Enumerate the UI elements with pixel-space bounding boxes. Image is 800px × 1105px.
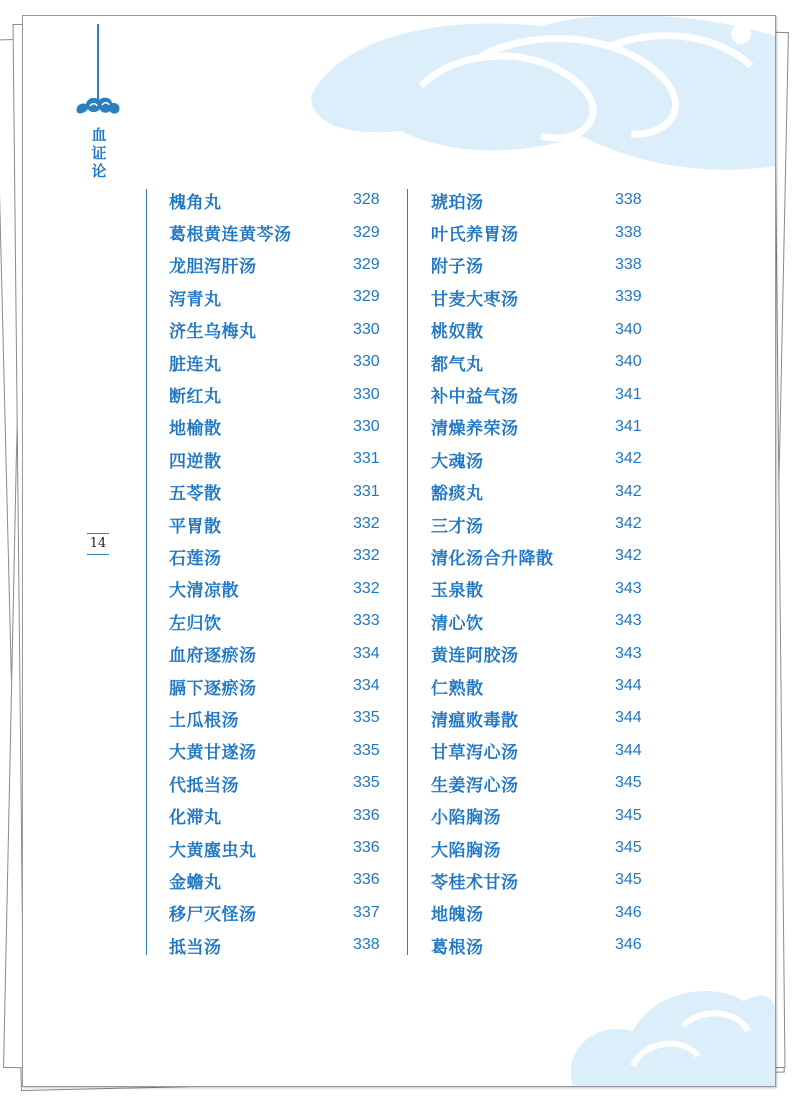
toc-entry bbox=[431, 767, 642, 799]
toc-entry bbox=[169, 314, 380, 346]
toc-entry-title: 甘草泻心汤 bbox=[431, 743, 519, 764]
toc-entry bbox=[169, 443, 380, 475]
toc-entry bbox=[431, 314, 642, 346]
toc-entry-title: 四逆散 bbox=[169, 451, 222, 472]
toc-entry-title: 地魄汤 bbox=[431, 905, 484, 926]
toc-entry-page: 340 bbox=[615, 353, 642, 371]
toc-entry-title: 断红丸 bbox=[169, 387, 222, 408]
toc-entry-page: 345 bbox=[615, 839, 642, 856]
toc-entry-page: 343 bbox=[615, 579, 642, 597]
toc-entry-page: 334 bbox=[353, 677, 380, 695]
toc-entry bbox=[169, 184, 380, 216]
toc-column-right bbox=[431, 184, 642, 961]
toc-entry-title: 金蟾丸 bbox=[169, 872, 222, 893]
toc-entry-page: 328 bbox=[353, 191, 380, 209]
toc-entry-page: 344 bbox=[615, 709, 642, 727]
cloud-decoration-top bbox=[281, 16, 775, 176]
toc-entry-page: 336 bbox=[353, 806, 380, 824]
toc-entry-page: 333 bbox=[353, 612, 380, 630]
page-number: 14 bbox=[89, 536, 107, 551]
toc-entry-page: 346 bbox=[615, 903, 642, 921]
toc-entry bbox=[169, 346, 380, 378]
toc-entry-title: 石莲汤 bbox=[169, 548, 222, 569]
toc-entry bbox=[431, 216, 642, 248]
toc-entry-title: 槐角丸 bbox=[169, 192, 222, 213]
column-rule-left bbox=[146, 189, 147, 955]
toc-column-left bbox=[169, 184, 380, 961]
toc-entry-page: 332 bbox=[353, 579, 380, 597]
toc-entry bbox=[169, 281, 380, 313]
toc-entry-title: 苓桂术甘汤 bbox=[431, 872, 519, 893]
toc-entry-title: 葛根黄连黄芩汤 bbox=[169, 225, 292, 246]
toc-entry-title: 清心饮 bbox=[431, 613, 484, 634]
toc-entry-title: 补中益气汤 bbox=[431, 387, 519, 408]
toc-entry-page: 336 bbox=[353, 839, 380, 856]
toc-entry-page: 341 bbox=[615, 417, 642, 435]
toc-entry bbox=[431, 184, 642, 216]
toc-entry-title: 叶氏养胃汤 bbox=[431, 225, 519, 246]
toc-entry bbox=[169, 573, 380, 605]
toc-entry-page: 329 bbox=[353, 223, 380, 241]
toc-entry bbox=[431, 864, 642, 896]
toc-entry bbox=[169, 897, 380, 929]
toc-entry-title: 豁痰丸 bbox=[431, 484, 484, 505]
toc-entry-title: 大魂汤 bbox=[431, 451, 484, 472]
toc-entry-page: 332 bbox=[353, 515, 380, 533]
toc-entry bbox=[431, 443, 642, 475]
toc-entry bbox=[431, 735, 642, 767]
toc-entry-page: 342 bbox=[615, 515, 642, 533]
toc-entry-page: 332 bbox=[353, 547, 380, 565]
toc-entry bbox=[431, 411, 642, 443]
toc-entry bbox=[431, 346, 642, 378]
toc-entry-title: 三才汤 bbox=[431, 516, 484, 537]
toc-entry bbox=[431, 929, 642, 961]
toc-entry-page: 344 bbox=[615, 741, 642, 759]
toc-entry-page: 343 bbox=[615, 612, 642, 630]
toc-entry-title: 龙胆泻肝汤 bbox=[169, 257, 257, 278]
toc-entry-page: 338 bbox=[353, 936, 380, 954]
toc-entry-page: 346 bbox=[615, 936, 642, 954]
toc-entry bbox=[169, 378, 380, 410]
toc-entry-title: 代抵当汤 bbox=[169, 775, 239, 796]
toc-entry bbox=[169, 637, 380, 669]
toc-entry-page: 330 bbox=[353, 385, 380, 403]
toc-entry bbox=[169, 832, 380, 864]
toc-entry bbox=[169, 670, 380, 702]
auspicious-cloud-icon bbox=[73, 94, 123, 118]
toc-entry bbox=[169, 249, 380, 281]
toc-entry bbox=[431, 702, 642, 734]
toc-entry bbox=[431, 281, 642, 313]
toc-entry-page: 330 bbox=[353, 353, 380, 371]
toc-entry-title: 脏连丸 bbox=[169, 354, 222, 375]
toc-entry-page: 338 bbox=[615, 191, 642, 209]
toc-entry-page: 330 bbox=[353, 417, 380, 435]
toc-entry bbox=[431, 832, 642, 864]
title-char: 论 bbox=[91, 162, 107, 180]
toc-entry-title: 清化汤合升降散 bbox=[431, 548, 554, 569]
toc-entry bbox=[431, 476, 642, 508]
toc-entry-title: 泻青丸 bbox=[169, 289, 222, 310]
toc-entry bbox=[169, 864, 380, 896]
title-char: 证 bbox=[91, 144, 107, 162]
toc-entry-page: 329 bbox=[353, 255, 380, 273]
toc-entry-page: 338 bbox=[615, 255, 642, 273]
toc-entry-page: 342 bbox=[615, 450, 642, 468]
toc-entry-page: 335 bbox=[353, 709, 380, 727]
toc-entry-title: 土瓜根汤 bbox=[169, 710, 239, 731]
toc-entry-title: 大陷胸汤 bbox=[431, 840, 501, 861]
toc-entry-title: 膈下逐瘀汤 bbox=[169, 678, 257, 699]
column-rule-right bbox=[407, 189, 408, 955]
hanging-line bbox=[97, 24, 99, 102]
toc-entry-title: 甘麦大枣汤 bbox=[431, 289, 519, 310]
toc-entry-title: 琥珀汤 bbox=[431, 192, 484, 213]
toc-entry-page: 345 bbox=[615, 806, 642, 824]
toc-entry-title: 血府逐瘀汤 bbox=[169, 646, 257, 667]
toc-entry bbox=[431, 573, 642, 605]
toc-entry bbox=[431, 605, 642, 637]
toc-entry-page: 338 bbox=[615, 223, 642, 241]
title-char: 血 bbox=[91, 126, 107, 144]
toc-entry bbox=[431, 897, 642, 929]
toc-entry-title: 移尸灭怪汤 bbox=[169, 905, 257, 926]
toc-entry-page: 335 bbox=[353, 741, 380, 759]
toc-entry-title: 大黄䗪虫丸 bbox=[169, 840, 257, 861]
toc-entry bbox=[169, 767, 380, 799]
toc-entry-title: 地榆散 bbox=[169, 419, 222, 440]
toc-entry bbox=[169, 735, 380, 767]
toc-entry-title: 大清凉散 bbox=[169, 581, 239, 602]
toc-entry bbox=[169, 476, 380, 508]
toc-entry-title: 平胃散 bbox=[169, 516, 222, 537]
toc-entry-title: 仁熟散 bbox=[431, 678, 484, 699]
toc-entry bbox=[169, 929, 380, 961]
toc-entry bbox=[431, 799, 642, 831]
toc-entry-page: 330 bbox=[353, 320, 380, 338]
toc-entry bbox=[431, 540, 642, 572]
toc-entry-title: 玉泉散 bbox=[431, 581, 484, 602]
toc-entry-page: 343 bbox=[615, 644, 642, 662]
toc-entry-page: 345 bbox=[615, 774, 642, 792]
toc-entry-title: 葛根汤 bbox=[431, 937, 484, 958]
toc-entry bbox=[431, 508, 642, 540]
toc-entry-title: 都气丸 bbox=[431, 354, 484, 375]
toc-entry-title: 抵当汤 bbox=[169, 937, 222, 958]
book-title-vertical bbox=[89, 126, 109, 180]
page-number-box bbox=[87, 533, 109, 555]
toc-entry bbox=[431, 637, 642, 669]
toc-entry-page: 341 bbox=[615, 385, 642, 403]
toc-entry-page: 342 bbox=[615, 547, 642, 565]
toc-entry-page: 331 bbox=[353, 450, 380, 468]
toc-entry-page: 337 bbox=[353, 903, 380, 921]
toc-entry bbox=[169, 605, 380, 637]
toc-entry bbox=[169, 540, 380, 572]
toc-entry-title: 化滞丸 bbox=[169, 808, 222, 829]
toc-entry bbox=[169, 216, 380, 248]
toc-entry-page: 342 bbox=[615, 482, 642, 500]
toc-entry-page: 339 bbox=[615, 288, 642, 306]
toc-entry-page: 344 bbox=[615, 677, 642, 695]
toc-entry-title: 大黄甘遂汤 bbox=[169, 743, 257, 764]
toc-entry bbox=[169, 799, 380, 831]
cloud-decoration-bottom bbox=[563, 971, 775, 1086]
toc-entry bbox=[431, 670, 642, 702]
toc-entry-title: 清瘟败毒散 bbox=[431, 710, 519, 731]
toc-entry-page: 336 bbox=[353, 871, 380, 889]
toc-entry bbox=[431, 249, 642, 281]
toc-entry-page: 335 bbox=[353, 774, 380, 792]
toc-entry bbox=[169, 508, 380, 540]
toc-entry-title: 左归饮 bbox=[169, 613, 222, 634]
toc-entry-page: 331 bbox=[353, 482, 380, 500]
toc-entry-page: 334 bbox=[353, 644, 380, 662]
toc-entry-title: 黄连阿胶汤 bbox=[431, 646, 519, 667]
toc-entry-page: 345 bbox=[615, 871, 642, 889]
book-page bbox=[22, 15, 776, 1087]
toc-entry bbox=[431, 378, 642, 410]
toc-entry-title: 生姜泻心汤 bbox=[431, 775, 519, 796]
toc-entry-title: 济生乌梅丸 bbox=[169, 322, 257, 343]
toc-entry bbox=[169, 411, 380, 443]
toc-entry-title: 清燥养荣汤 bbox=[431, 419, 519, 440]
toc-entry-page: 329 bbox=[353, 288, 380, 306]
toc-entry-title: 小陷胸汤 bbox=[431, 808, 501, 829]
toc-entry-page: 340 bbox=[615, 320, 642, 338]
toc-entry-title: 五苓散 bbox=[169, 484, 222, 505]
toc-entry-title: 附子汤 bbox=[431, 257, 484, 278]
toc-entry-title: 桃奴散 bbox=[431, 322, 484, 343]
toc-entry bbox=[169, 702, 380, 734]
